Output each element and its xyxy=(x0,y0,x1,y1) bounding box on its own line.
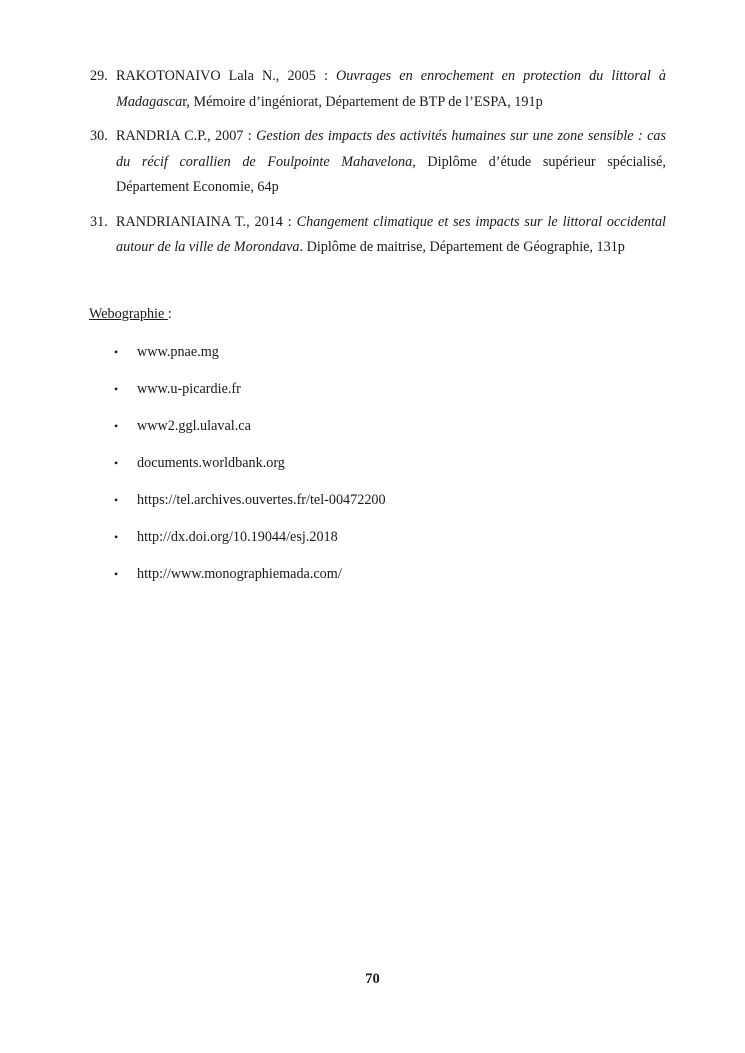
webography-link[interactable]: www.pnae.mg xyxy=(137,344,219,360)
webography-link[interactable]: http://dx.doi.org/10.19044/esj.2018 xyxy=(137,529,338,545)
webography-item xyxy=(112,415,386,452)
bullet-icon: • xyxy=(114,530,119,544)
bullet-icon: • xyxy=(114,382,119,396)
reference-number: 29. xyxy=(90,68,108,84)
reference-title: Changement climatique et ses impacts sur le littoral occidental autour de la ville de Morondava xyxy=(116,213,666,255)
reference-title: Gestion des impacts des activités humaines sur une zone sensible : cas du récif corallien de Foulpointe Mahavelona xyxy=(116,128,666,170)
bullet-icon: • xyxy=(114,456,119,470)
reference-list xyxy=(90,64,666,270)
reference-author-date: RANDRIANIAINA T., 2014 : xyxy=(116,213,297,230)
reference-number: 31. xyxy=(90,213,108,230)
webography-item xyxy=(112,452,386,489)
webography-link[interactable]: http://www.monographiemada.com/ xyxy=(137,566,342,582)
reference-title-tail: r xyxy=(182,93,187,110)
reference-item xyxy=(90,210,666,261)
bullet-icon: • xyxy=(114,419,119,433)
webography-item xyxy=(112,526,386,563)
reference-number: 30. xyxy=(90,128,108,144)
webography-link[interactable]: documents.worldbank.org xyxy=(137,455,285,471)
webography-title: Webographie xyxy=(89,306,168,322)
webography-list xyxy=(112,341,386,600)
bullet-icon: • xyxy=(114,345,119,359)
bullet-icon: • xyxy=(114,567,119,581)
reference-details: , Mémoire d’ingéniorat, Département de BTP de l’ESPA, 191p xyxy=(186,93,543,110)
webography-link[interactable]: https://tel.archives.ouvertes.fr/tel-00472200 xyxy=(137,492,386,508)
reference-author-date: RAKOTONAIVO Lala N., 2005 : xyxy=(116,68,337,84)
reference-details: , Diplôme d’étude supérieur spécialisé, Département Economie, 64p xyxy=(116,153,666,195)
webography-item xyxy=(112,378,386,415)
bullet-icon: • xyxy=(114,493,119,507)
webography-link[interactable]: www.u-picardie.fr xyxy=(137,381,241,397)
reference-item xyxy=(90,124,666,201)
webography-link[interactable]: www2.ggl.ulaval.ca xyxy=(137,418,251,434)
reference-item xyxy=(90,64,666,115)
webography-item xyxy=(112,489,386,526)
webography-item xyxy=(112,563,386,600)
webography-heading xyxy=(89,303,172,325)
page-number: 70 xyxy=(365,971,380,987)
reference-author-date: RANDRIA C.P., 2007 : xyxy=(116,128,257,144)
webography-colon: : xyxy=(167,306,172,322)
webography-item xyxy=(112,341,386,378)
reference-title: Ouvrages en enrochement en protection du littoral à Madagasca xyxy=(116,68,667,110)
reference-details: . Diplôme de maitrise, Département de Géographie, 131p xyxy=(299,239,625,255)
